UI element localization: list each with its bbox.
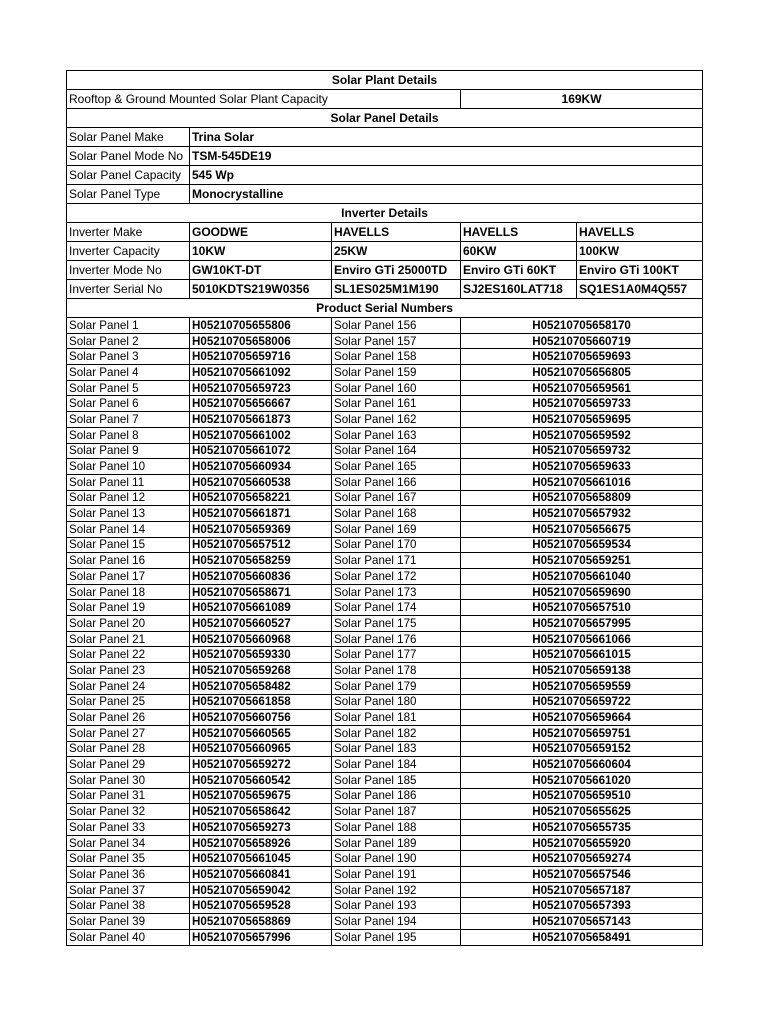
serial-row	[67, 741, 703, 757]
serial-right-number: H05210705659251	[461, 553, 703, 569]
serial-row	[67, 914, 703, 930]
serial-right-label: Solar Panel 185	[332, 772, 461, 788]
serial-row	[67, 380, 703, 396]
plant-capacity-label: Rooftop & Ground Mounted Solar Plant Capacity	[67, 90, 461, 109]
serial-right-label: Solar Panel 162	[332, 412, 461, 428]
serial-right-label: Solar Panel 181	[332, 710, 461, 726]
serial-left-label: Solar Panel 8	[67, 427, 190, 443]
serial-right-number: H05210705659722	[461, 694, 703, 710]
serial-row	[67, 490, 703, 506]
serial-right-label: Solar Panel 179	[332, 678, 461, 694]
serial-left-number: H05210705660841	[190, 867, 332, 883]
serial-right-label: Solar Panel 187	[332, 804, 461, 820]
serial-left-number: H05210705658259	[190, 553, 332, 569]
serial-right-number: H05210705659138	[461, 663, 703, 679]
inverter-detail-row	[67, 280, 703, 299]
serial-right-number: H05210705660719	[461, 333, 703, 349]
serial-row	[67, 474, 703, 490]
serial-right-label: Solar Panel 166	[332, 474, 461, 490]
serial-left-label: Solar Panel 40	[67, 929, 190, 945]
serial-left-label: Solar Panel 14	[67, 521, 190, 537]
inverter-detail-value: Enviro GTi 100KT	[577, 261, 703, 280]
inverter-detail-value: SL1ES025M1M190	[332, 280, 461, 299]
serial-right-label: Solar Panel 183	[332, 741, 461, 757]
serial-right-label: Solar Panel 163	[332, 427, 461, 443]
serial-right-number: H05210705660604	[461, 757, 703, 773]
serial-left-label: Solar Panel 34	[67, 835, 190, 851]
serial-right-label: Solar Panel 195	[332, 929, 461, 945]
serial-row	[67, 804, 703, 820]
serial-right-label: Solar Panel 188	[332, 820, 461, 836]
inverter-detail-label: Inverter Serial No	[67, 280, 190, 299]
serial-right-label: Solar Panel 156	[332, 318, 461, 334]
solar-plant-table	[66, 70, 703, 946]
serial-left-label: Solar Panel 13	[67, 506, 190, 522]
serial-left-number: H05210705660538	[190, 474, 332, 490]
panel-detail-value: Trina Solar	[190, 128, 703, 147]
plant-title: Solar Plant Details	[67, 71, 703, 90]
serial-right-number: H05210705659274	[461, 851, 703, 867]
serial-right-label: Solar Panel 158	[332, 349, 461, 365]
serial-left-label: Solar Panel 27	[67, 725, 190, 741]
serial-row	[67, 365, 703, 381]
serial-right-label: Solar Panel 175	[332, 616, 461, 632]
serial-left-number: H05210705658642	[190, 804, 332, 820]
serial-left-label: Solar Panel 25	[67, 694, 190, 710]
serial-right-label: Solar Panel 168	[332, 506, 461, 522]
inverter-detail-value: GW10KT-DT	[190, 261, 332, 280]
serials-section-header	[67, 299, 703, 318]
serial-right-number: H05210705659664	[461, 710, 703, 726]
serial-left-label: Solar Panel 17	[67, 569, 190, 585]
panel-detail-label: Solar Panel Make	[67, 128, 190, 147]
serial-row	[67, 663, 703, 679]
serial-left-label: Solar Panel 10	[67, 459, 190, 475]
serial-right-number: H05210705659733	[461, 396, 703, 412]
serial-left-number: H05210705659528	[190, 898, 332, 914]
serial-left-label: Solar Panel 21	[67, 631, 190, 647]
serial-right-label: Solar Panel 180	[332, 694, 461, 710]
inverter-detail-label: Inverter Make	[67, 223, 190, 242]
serial-row	[67, 898, 703, 914]
serial-left-number: H05210705660965	[190, 741, 332, 757]
inverter-detail-value: 5010KDTS219W0356	[190, 280, 332, 299]
serial-right-label: Solar Panel 193	[332, 898, 461, 914]
serial-right-label: Solar Panel 186	[332, 788, 461, 804]
serial-left-label: Solar Panel 4	[67, 365, 190, 381]
serial-left-number: H05210705660542	[190, 772, 332, 788]
serial-left-label: Solar Panel 32	[67, 804, 190, 820]
panel-detail-value: Monocrystalline	[190, 185, 703, 204]
serial-row	[67, 443, 703, 459]
plant-section-header	[67, 71, 703, 90]
serial-left-number: H05210705661873	[190, 412, 332, 428]
serial-row	[67, 710, 703, 726]
serial-left-number: H05210705661072	[190, 443, 332, 459]
serial-right-label: Solar Panel 171	[332, 553, 461, 569]
serial-left-number: H05210705659042	[190, 882, 332, 898]
serial-row	[67, 537, 703, 553]
inverter-detail-row	[67, 261, 703, 280]
serial-row	[67, 882, 703, 898]
serial-left-number: H05210705660565	[190, 725, 332, 741]
serial-left-number: H05210705658926	[190, 835, 332, 851]
serial-right-number: H05210705661040	[461, 569, 703, 585]
serial-right-number: H05210705657143	[461, 914, 703, 930]
serial-right-number: H05210705659732	[461, 443, 703, 459]
serial-row	[67, 396, 703, 412]
serial-right-number: H05210705657393	[461, 898, 703, 914]
serial-left-label: Solar Panel 5	[67, 380, 190, 396]
serial-left-label: Solar Panel 31	[67, 788, 190, 804]
inverter-title: Inverter Details	[67, 204, 703, 223]
serial-left-number: H05210705660836	[190, 569, 332, 585]
serial-right-label: Solar Panel 160	[332, 380, 461, 396]
serial-left-label: Solar Panel 19	[67, 600, 190, 616]
serial-row	[67, 772, 703, 788]
serial-right-number: H05210705659695	[461, 412, 703, 428]
serial-right-number: H05210705657932	[461, 506, 703, 522]
serial-row	[67, 584, 703, 600]
serial-right-label: Solar Panel 159	[332, 365, 461, 381]
serial-left-label: Solar Panel 26	[67, 710, 190, 726]
plant-capacity-row	[67, 90, 703, 109]
serial-row	[67, 788, 703, 804]
serial-left-number: H05210705660527	[190, 616, 332, 632]
serial-right-number: H05210705657995	[461, 616, 703, 632]
inverter-detail-value: SQ1ES1A0M4Q557	[577, 280, 703, 299]
inverter-detail-value: HAVELLS	[461, 223, 577, 242]
serial-left-number: H05210705659369	[190, 521, 332, 537]
serial-left-label: Solar Panel 30	[67, 772, 190, 788]
serial-left-label: Solar Panel 2	[67, 333, 190, 349]
serial-right-number: H05210705655735	[461, 820, 703, 836]
inverter-detail-value: 100KW	[577, 242, 703, 261]
serial-row	[67, 757, 703, 773]
serial-row	[67, 694, 703, 710]
panel-detail-row	[67, 185, 703, 204]
serial-left-label: Solar Panel 15	[67, 537, 190, 553]
inverter-detail-value: GOODWE	[190, 223, 332, 242]
serial-right-number: H05210705659693	[461, 349, 703, 365]
serial-right-label: Solar Panel 165	[332, 459, 461, 475]
serial-right-label: Solar Panel 177	[332, 647, 461, 663]
inverter-detail-value: Enviro GTi 60KT	[461, 261, 577, 280]
serial-right-number: H05210705657187	[461, 882, 703, 898]
inverter-detail-value: SJ2ES160LAT718	[461, 280, 577, 299]
serial-right-number: H05210705659690	[461, 584, 703, 600]
serial-left-number: H05210705656667	[190, 396, 332, 412]
serial-left-label: Solar Panel 7	[67, 412, 190, 428]
serial-left-label: Solar Panel 37	[67, 882, 190, 898]
serial-row	[67, 349, 703, 365]
serial-left-number: H05210705658221	[190, 490, 332, 506]
serial-left-label: Solar Panel 24	[67, 678, 190, 694]
serial-right-label: Solar Panel 190	[332, 851, 461, 867]
serial-right-number: H05210705661015	[461, 647, 703, 663]
serials-title: Product Serial Numbers	[67, 299, 703, 318]
serial-row	[67, 459, 703, 475]
serial-left-number: H05210705660934	[190, 459, 332, 475]
panel-detail-label: Solar Panel Type	[67, 185, 190, 204]
serial-left-label: Solar Panel 29	[67, 757, 190, 773]
serial-left-number: H05210705661089	[190, 600, 332, 616]
serial-row	[67, 678, 703, 694]
serial-right-number: H05210705658170	[461, 318, 703, 334]
serial-left-number: H05210705659330	[190, 647, 332, 663]
serial-right-label: Solar Panel 161	[332, 396, 461, 412]
serial-left-number: H05210705659272	[190, 757, 332, 773]
serial-right-number: H05210705659559	[461, 678, 703, 694]
serial-right-number: H05210705659510	[461, 788, 703, 804]
inverter-section-header	[67, 204, 703, 223]
serial-right-number: H05210705657546	[461, 867, 703, 883]
serial-left-number: H05210705659273	[190, 820, 332, 836]
serial-left-number: H05210705661871	[190, 506, 332, 522]
serial-left-number: H05210705660968	[190, 631, 332, 647]
serial-left-label: Solar Panel 11	[67, 474, 190, 490]
serial-row	[67, 569, 703, 585]
panel-detail-row	[67, 128, 703, 147]
serial-right-number: H05210705656675	[461, 521, 703, 537]
serial-left-label: Solar Panel 38	[67, 898, 190, 914]
serial-left-label: Solar Panel 33	[67, 820, 190, 836]
serial-right-label: Solar Panel 174	[332, 600, 461, 616]
serial-right-label: Solar Panel 173	[332, 584, 461, 600]
serial-left-label: Solar Panel 35	[67, 851, 190, 867]
inverter-detail-row	[67, 223, 703, 242]
serial-right-number: H05210705658809	[461, 490, 703, 506]
serial-right-label: Solar Panel 178	[332, 663, 461, 679]
serial-left-number: H05210705661002	[190, 427, 332, 443]
serial-left-label: Solar Panel 20	[67, 616, 190, 632]
serial-left-label: Solar Panel 9	[67, 443, 190, 459]
serial-right-number: H05210705658491	[461, 929, 703, 945]
serial-left-number: H05210705659268	[190, 663, 332, 679]
serial-row	[67, 553, 703, 569]
inverter-detail-row	[67, 242, 703, 261]
inverter-detail-label: Inverter Capacity	[67, 242, 190, 261]
serial-right-number: H05210705661020	[461, 772, 703, 788]
serial-left-number: H05210705660756	[190, 710, 332, 726]
serial-left-number: H05210705659675	[190, 788, 332, 804]
serial-row	[67, 647, 703, 663]
serial-right-label: Solar Panel 167	[332, 490, 461, 506]
serial-row	[67, 851, 703, 867]
panel-detail-value: TSM-545DE19	[190, 147, 703, 166]
panel-detail-label: Solar Panel Capacity	[67, 166, 190, 185]
serial-right-number: H05210705661016	[461, 474, 703, 490]
serial-left-number: H05210705659723	[190, 380, 332, 396]
serial-row	[67, 929, 703, 945]
serial-left-number: H05210705657996	[190, 929, 332, 945]
serial-left-label: Solar Panel 16	[67, 553, 190, 569]
serial-right-number: H05210705661066	[461, 631, 703, 647]
serial-left-label: Solar Panel 23	[67, 663, 190, 679]
panel-title: Solar Panel Details	[67, 109, 703, 128]
inverter-detail-value: HAVELLS	[577, 223, 703, 242]
serial-right-label: Solar Panel 189	[332, 835, 461, 851]
serial-left-label: Solar Panel 3	[67, 349, 190, 365]
serial-row	[67, 820, 703, 836]
serial-row	[67, 867, 703, 883]
inverter-detail-value: HAVELLS	[332, 223, 461, 242]
panel-detail-row	[67, 166, 703, 185]
serial-row	[67, 427, 703, 443]
serial-left-label: Solar Panel 18	[67, 584, 190, 600]
serial-left-number: H05210705661858	[190, 694, 332, 710]
inverter-detail-value: 60KW	[461, 242, 577, 261]
serial-right-label: Solar Panel 194	[332, 914, 461, 930]
serial-row	[67, 521, 703, 537]
inverter-detail-value: 10KW	[190, 242, 332, 261]
panel-detail-value: 545 Wp	[190, 166, 703, 185]
panel-detail-label: Solar Panel Mode No	[67, 147, 190, 166]
serial-left-number: H05210705658482	[190, 678, 332, 694]
serial-right-label: Solar Panel 191	[332, 867, 461, 883]
inverter-detail-value: 25KW	[332, 242, 461, 261]
serial-left-number: H05210705661045	[190, 851, 332, 867]
serial-left-number: H05210705661092	[190, 365, 332, 381]
serial-right-label: Solar Panel 176	[332, 631, 461, 647]
serial-left-label: Solar Panel 22	[67, 647, 190, 663]
serial-right-number: H05210705659592	[461, 427, 703, 443]
serial-right-label: Solar Panel 172	[332, 569, 461, 585]
serial-left-label: Solar Panel 28	[67, 741, 190, 757]
serial-left-number: H05210705655806	[190, 318, 332, 334]
serial-row	[67, 318, 703, 334]
serial-row	[67, 616, 703, 632]
inverter-detail-label: Inverter Mode No	[67, 261, 190, 280]
serial-left-label: Solar Panel 39	[67, 914, 190, 930]
serial-right-number: H05210705659534	[461, 537, 703, 553]
serial-right-number: H05210705659751	[461, 725, 703, 741]
serial-right-number: H05210705659152	[461, 741, 703, 757]
serial-right-number: H05210705657510	[461, 600, 703, 616]
serial-left-label: Solar Panel 12	[67, 490, 190, 506]
serial-right-number: H05210705659633	[461, 459, 703, 475]
panel-section-header	[67, 109, 703, 128]
serial-right-number: H05210705656805	[461, 365, 703, 381]
serial-right-label: Solar Panel 169	[332, 521, 461, 537]
serial-right-label: Solar Panel 164	[332, 443, 461, 459]
serial-row	[67, 333, 703, 349]
serial-left-label: Solar Panel 1	[67, 318, 190, 334]
inverter-detail-value: Enviro GTi 25000TD	[332, 261, 461, 280]
serial-row	[67, 725, 703, 741]
serial-row	[67, 835, 703, 851]
serial-left-number: H05210705658869	[190, 914, 332, 930]
serial-left-number: H05210705658671	[190, 584, 332, 600]
serial-left-number: H05210705659716	[190, 349, 332, 365]
serial-right-label: Solar Panel 184	[332, 757, 461, 773]
serial-right-label: Solar Panel 170	[332, 537, 461, 553]
serial-left-label: Solar Panel 6	[67, 396, 190, 412]
serial-row	[67, 600, 703, 616]
serial-left-label: Solar Panel 36	[67, 867, 190, 883]
serial-left-number: H05210705658006	[190, 333, 332, 349]
serial-right-number: H05210705655625	[461, 804, 703, 820]
serial-row	[67, 631, 703, 647]
panel-detail-row	[67, 147, 703, 166]
serial-row	[67, 506, 703, 522]
serial-right-number: H05210705659561	[461, 380, 703, 396]
plant-capacity-value: 169KW	[461, 90, 703, 109]
serial-row	[67, 412, 703, 428]
serial-left-number: H05210705657512	[190, 537, 332, 553]
serial-right-label: Solar Panel 182	[332, 725, 461, 741]
serial-right-label: Solar Panel 192	[332, 882, 461, 898]
serial-right-label: Solar Panel 157	[332, 333, 461, 349]
serial-right-number: H05210705655920	[461, 835, 703, 851]
